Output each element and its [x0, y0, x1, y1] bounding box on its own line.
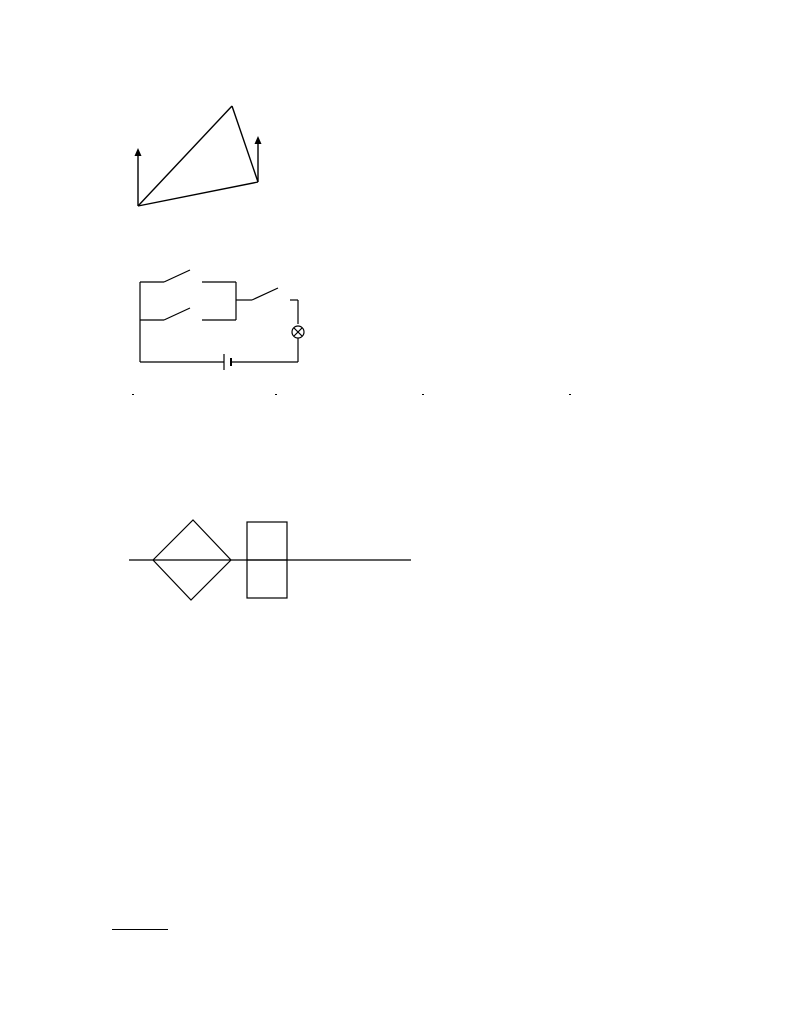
switch-s3: [252, 288, 278, 300]
q9-answer-blank[interactable]: [112, 917, 168, 930]
line-ac: [232, 106, 258, 182]
switch-s2: [164, 308, 190, 320]
q7-option-b[interactable]: [273, 386, 277, 402]
line-bc: [138, 182, 258, 206]
q7-circuit-figure: [130, 262, 320, 380]
q6-figure: [120, 92, 280, 214]
q8-graph-b[interactable]: [437, 620, 567, 726]
q8-graph-a[interactable]: [150, 620, 280, 726]
q8-graph-c[interactable]: [150, 738, 280, 844]
q7-option-a[interactable]: [130, 386, 134, 402]
switch-s1: [164, 270, 190, 282]
q9-row: [112, 917, 168, 935]
q7-option-c[interactable]: [420, 386, 424, 402]
q8-graph-d[interactable]: [437, 738, 567, 844]
line-ba: [138, 106, 232, 206]
q8-figure: [125, 510, 435, 614]
q7-option-d[interactable]: [567, 386, 571, 402]
